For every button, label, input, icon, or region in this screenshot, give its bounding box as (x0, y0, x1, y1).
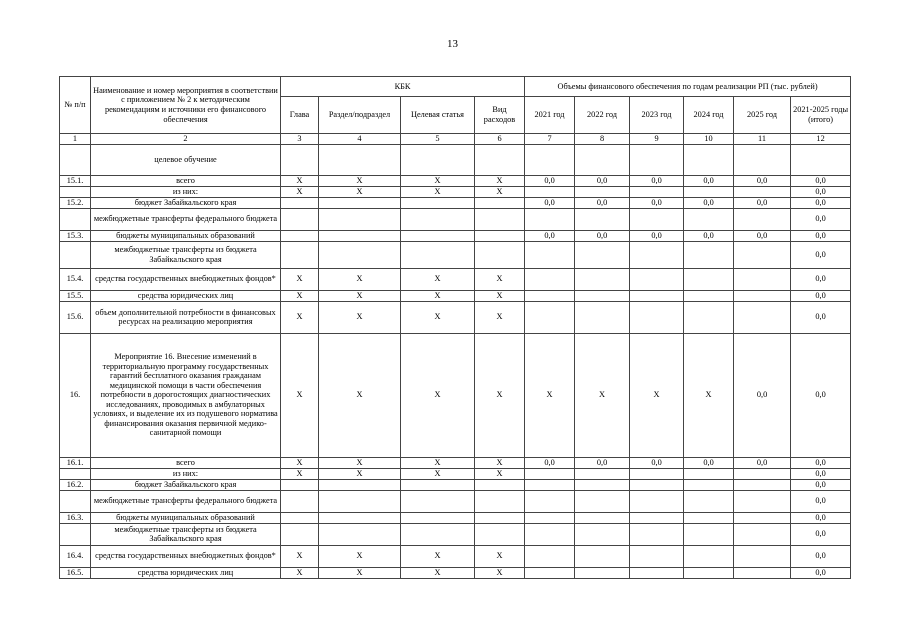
cell-expense-type: X (475, 468, 525, 479)
cell-section (319, 208, 401, 230)
row-number: 16. (60, 333, 91, 457)
cell-glava: X (281, 268, 319, 290)
cell-year-2022 (575, 479, 630, 490)
header-year-2024: 2024 год (684, 97, 734, 134)
cell-year-2023: X (630, 333, 684, 457)
cell-expense-type: X (475, 567, 525, 578)
cell-year-2024 (684, 241, 734, 268)
header-year-2023: 2023 год (630, 97, 684, 134)
cell-year-2024 (684, 490, 734, 512)
column-numbers-row (60, 134, 851, 145)
cell-section: X (319, 567, 401, 578)
cell-target-article: X (401, 333, 475, 457)
header-target-article: Целевая статья (401, 97, 475, 134)
cell-year-2023: 0,0 (630, 230, 684, 241)
table-row (60, 197, 851, 208)
cell-total: 0,0 (791, 290, 851, 301)
cell-target-article: X (401, 567, 475, 578)
row-name: из них: (91, 468, 281, 479)
row-number: 15.4. (60, 268, 91, 290)
cell-expense-type (475, 479, 525, 490)
table-row (60, 468, 851, 479)
cell-year-2022 (575, 186, 630, 197)
cell-year-2024 (684, 567, 734, 578)
cell-year-2025 (734, 290, 791, 301)
cell-section (319, 230, 401, 241)
row-name: межбюджетные трансферты федерального бюджета (91, 490, 281, 512)
cell-section: X (319, 457, 401, 468)
cell-section (319, 197, 401, 208)
header-section: Раздел/подраздел (319, 97, 401, 134)
cell-glava (281, 197, 319, 208)
row-name: целевое обучение (91, 144, 281, 175)
cell-section (319, 479, 401, 490)
cell-year-2021 (525, 301, 575, 333)
row-number: 16.4. (60, 545, 91, 567)
table-row (60, 523, 851, 545)
cell-year-2021 (525, 468, 575, 479)
cell-year-2022 (575, 241, 630, 268)
column-number: 7 (525, 134, 575, 145)
row-number: 16.1. (60, 457, 91, 468)
header-kbk: КБК (281, 77, 525, 97)
cell-year-2021: 0,0 (525, 175, 575, 186)
cell-year-2023 (630, 512, 684, 523)
column-number: 1 (60, 134, 91, 145)
row-number (60, 468, 91, 479)
cell-expense-type (475, 197, 525, 208)
cell-year-2021 (525, 144, 575, 175)
column-number: 8 (575, 134, 630, 145)
row-name: бюджеты муниципальных образований (91, 230, 281, 241)
row-number: 15.6. (60, 301, 91, 333)
cell-total: 0,0 (791, 512, 851, 523)
table-row (60, 175, 851, 186)
row-name: межбюджетные трансферты из бюджета Забайкальского края (91, 523, 281, 545)
cell-total: 0,0 (791, 333, 851, 457)
cell-year-2023: 0,0 (630, 197, 684, 208)
cell-total (791, 144, 851, 175)
row-name: средства государственных внебюджетных фондов* (91, 545, 281, 567)
cell-year-2025 (734, 268, 791, 290)
cell-glava (281, 230, 319, 241)
cell-year-2023: 0,0 (630, 457, 684, 468)
cell-total: 0,0 (791, 567, 851, 578)
cell-total: 0,0 (791, 186, 851, 197)
row-name: межбюджетные трансферты федерального бюджета (91, 208, 281, 230)
table-row (60, 144, 851, 175)
cell-total: 0,0 (791, 490, 851, 512)
row-number (60, 186, 91, 197)
cell-expense-type (475, 144, 525, 175)
row-name: из них: (91, 186, 281, 197)
cell-year-2021 (525, 545, 575, 567)
column-number: 5 (401, 134, 475, 145)
cell-year-2024 (684, 523, 734, 545)
cell-year-2023 (630, 208, 684, 230)
cell-year-2023 (630, 567, 684, 578)
cell-year-2021 (525, 479, 575, 490)
cell-target-article: X (401, 301, 475, 333)
cell-year-2025: 0,0 (734, 175, 791, 186)
cell-glava (281, 512, 319, 523)
cell-year-2022 (575, 512, 630, 523)
cell-expense-type: X (475, 175, 525, 186)
cell-year-2022: 0,0 (575, 175, 630, 186)
row-number (60, 523, 91, 545)
cell-year-2022 (575, 144, 630, 175)
cell-year-2024 (684, 268, 734, 290)
cell-year-2022 (575, 290, 630, 301)
row-name: бюджет Забайкальского края (91, 197, 281, 208)
cell-section: X (319, 468, 401, 479)
cell-expense-type (475, 512, 525, 523)
row-name: средства юридических лиц (91, 567, 281, 578)
cell-year-2024: 0,0 (684, 175, 734, 186)
cell-total: 0,0 (791, 268, 851, 290)
cell-year-2021 (525, 268, 575, 290)
cell-year-2021: 0,0 (525, 197, 575, 208)
cell-glava: X (281, 545, 319, 567)
cell-year-2021: X (525, 333, 575, 457)
cell-section: X (319, 301, 401, 333)
cell-section (319, 512, 401, 523)
header-financing-volumes: Объемы финансового обеспечения по годам реализации РП (тыс. рублей) (525, 77, 851, 97)
cell-glava: X (281, 468, 319, 479)
cell-year-2021 (525, 523, 575, 545)
cell-year-2022: 0,0 (575, 457, 630, 468)
table-row (60, 186, 851, 197)
cell-glava: X (281, 186, 319, 197)
cell-year-2021 (525, 567, 575, 578)
cell-year-2024 (684, 479, 734, 490)
row-name: бюджеты муниципальных образований (91, 512, 281, 523)
cell-year-2024: 0,0 (684, 457, 734, 468)
column-number: 11 (734, 134, 791, 145)
cell-glava (281, 479, 319, 490)
table-row (60, 268, 851, 290)
cell-year-2022: 0,0 (575, 230, 630, 241)
cell-expense-type (475, 208, 525, 230)
cell-target-article: X (401, 175, 475, 186)
cell-expense-type (475, 230, 525, 241)
cell-expense-type: X (475, 545, 525, 567)
cell-year-2025: 0,0 (734, 457, 791, 468)
cell-year-2021 (525, 241, 575, 268)
cell-year-2024 (684, 290, 734, 301)
table-row (60, 567, 851, 578)
header-number: № п/п (60, 77, 91, 134)
cell-year-2025 (734, 479, 791, 490)
cell-target-article: X (401, 457, 475, 468)
column-number: 4 (319, 134, 401, 145)
row-number (60, 490, 91, 512)
cell-year-2022 (575, 268, 630, 290)
cell-year-2024: X (684, 333, 734, 457)
cell-year-2023 (630, 241, 684, 268)
cell-target-article: X (401, 268, 475, 290)
cell-year-2025 (734, 301, 791, 333)
cell-total: 0,0 (791, 523, 851, 545)
cell-year-2023 (630, 479, 684, 490)
cell-year-2025 (734, 208, 791, 230)
cell-year-2023: 0,0 (630, 175, 684, 186)
cell-year-2023 (630, 290, 684, 301)
cell-year-2025 (734, 523, 791, 545)
cell-year-2023 (630, 301, 684, 333)
column-number: 9 (630, 134, 684, 145)
cell-year-2021: 0,0 (525, 230, 575, 241)
cell-year-2025 (734, 186, 791, 197)
cell-year-2021 (525, 186, 575, 197)
table-row (60, 241, 851, 268)
row-number: 16.5. (60, 567, 91, 578)
cell-target-article (401, 479, 475, 490)
column-number: 6 (475, 134, 525, 145)
row-number: 16.3. (60, 512, 91, 523)
cell-total: 0,0 (791, 175, 851, 186)
cell-total: 0,0 (791, 479, 851, 490)
table-row (60, 290, 851, 301)
cell-glava (281, 144, 319, 175)
cell-target-article (401, 197, 475, 208)
cell-year-2025 (734, 545, 791, 567)
cell-year-2021: 0,0 (525, 457, 575, 468)
header-total: 2021-2025 годы (итого) (791, 97, 851, 134)
cell-total: 0,0 (791, 208, 851, 230)
cell-year-2021 (525, 208, 575, 230)
cell-target-article (401, 144, 475, 175)
cell-year-2025: 0,0 (734, 197, 791, 208)
cell-total: 0,0 (791, 301, 851, 333)
row-name: всего (91, 457, 281, 468)
cell-year-2024: 0,0 (684, 197, 734, 208)
cell-year-2025 (734, 144, 791, 175)
row-number: 15.3. (60, 230, 91, 241)
table-row (60, 230, 851, 241)
cell-section: X (319, 175, 401, 186)
cell-glava (281, 241, 319, 268)
table-row (60, 512, 851, 523)
cell-target-article (401, 523, 475, 545)
page-number: 13 (447, 38, 458, 50)
cell-expense-type: X (475, 290, 525, 301)
header-event-name: Наименование и номер мероприятия в соответствии с приложением № 2 к методическим рекомендациям и источники его финансового обеспечения (91, 77, 281, 134)
column-number: 3 (281, 134, 319, 145)
table-row (60, 457, 851, 468)
header-year-2025: 2025 год (734, 97, 791, 134)
cell-total: 0,0 (791, 230, 851, 241)
cell-expense-type (475, 523, 525, 545)
cell-glava (281, 208, 319, 230)
cell-year-2023 (630, 144, 684, 175)
cell-section (319, 490, 401, 512)
row-name: Мероприятие 16. Внесение изменений в территориальную программу государственных гарантий бесплатного оказания гражданам медицинской помощи в части обеспечения потребности в дорогостоящих диагностических исследованиях, проводимых в амбулаторных условиях, и выделение их из подушевого норматива финансирования оказания первичной медико-санитарной помощи (91, 333, 281, 457)
cell-year-2023 (630, 545, 684, 567)
row-number: 16.2. (60, 479, 91, 490)
row-name: средства государственных внебюджетных фондов* (91, 268, 281, 290)
cell-expense-type: X (475, 333, 525, 457)
cell-year-2024 (684, 468, 734, 479)
header-year-2022: 2022 год (575, 97, 630, 134)
column-number: 12 (791, 134, 851, 145)
cell-year-2024: 0,0 (684, 230, 734, 241)
row-name: межбюджетные трансферты из бюджета Забайкальского края (91, 241, 281, 268)
cell-target-article (401, 512, 475, 523)
table-body (60, 144, 851, 578)
row-number (60, 241, 91, 268)
cell-year-2025 (734, 512, 791, 523)
cell-target-article (401, 490, 475, 512)
cell-target-article: X (401, 545, 475, 567)
cell-section: X (319, 186, 401, 197)
row-number (60, 144, 91, 175)
row-number: 15.2. (60, 197, 91, 208)
row-number (60, 208, 91, 230)
cell-year-2021 (525, 490, 575, 512)
cell-section (319, 144, 401, 175)
cell-expense-type: X (475, 268, 525, 290)
header-year-2021: 2021 год (525, 97, 575, 134)
cell-glava (281, 490, 319, 512)
table-row (60, 479, 851, 490)
row-number: 15.5. (60, 290, 91, 301)
cell-year-2022: X (575, 333, 630, 457)
row-name: бюджет Забайкальского края (91, 479, 281, 490)
cell-expense-type: X (475, 186, 525, 197)
cell-year-2025: 0,0 (734, 333, 791, 457)
cell-section: X (319, 290, 401, 301)
header-glava: Глава (281, 97, 319, 134)
table-row (60, 208, 851, 230)
cell-section (319, 241, 401, 268)
cell-target-article: X (401, 468, 475, 479)
cell-year-2024 (684, 186, 734, 197)
table-row (60, 333, 851, 457)
cell-year-2022 (575, 523, 630, 545)
cell-target-article (401, 208, 475, 230)
cell-year-2025 (734, 468, 791, 479)
cell-glava: X (281, 333, 319, 457)
row-name: всего (91, 175, 281, 186)
cell-total: 0,0 (791, 197, 851, 208)
cell-year-2024 (684, 512, 734, 523)
cell-glava: X (281, 290, 319, 301)
cell-total: 0,0 (791, 457, 851, 468)
cell-year-2025 (734, 241, 791, 268)
row-name: объем дополнительной потребности в финансовых ресурсах на реализацию мероприятия (91, 301, 281, 333)
column-number: 2 (91, 134, 281, 145)
row-number: 15.1. (60, 175, 91, 186)
cell-year-2024 (684, 208, 734, 230)
cell-year-2024 (684, 545, 734, 567)
column-number: 10 (684, 134, 734, 145)
cell-year-2022 (575, 208, 630, 230)
cell-total: 0,0 (791, 468, 851, 479)
cell-section (319, 523, 401, 545)
cell-year-2025: 0,0 (734, 230, 791, 241)
table-row (60, 545, 851, 567)
cell-total: 0,0 (791, 545, 851, 567)
cell-expense-type: X (475, 301, 525, 333)
header-expense-type: Вид расходов (475, 97, 525, 134)
cell-total: 0,0 (791, 241, 851, 268)
cell-expense-type (475, 490, 525, 512)
cell-year-2021 (525, 512, 575, 523)
table-row (60, 301, 851, 333)
cell-glava: X (281, 301, 319, 333)
cell-glava (281, 523, 319, 545)
cell-expense-type: X (475, 457, 525, 468)
cell-year-2024 (684, 144, 734, 175)
cell-target-article: X (401, 186, 475, 197)
cell-target-article: X (401, 290, 475, 301)
cell-section: X (319, 545, 401, 567)
cell-section: X (319, 268, 401, 290)
cell-year-2025 (734, 567, 791, 578)
cell-year-2021 (525, 290, 575, 301)
cell-year-2022 (575, 301, 630, 333)
cell-section: X (319, 333, 401, 457)
cell-year-2023 (630, 468, 684, 479)
cell-year-2023 (630, 490, 684, 512)
cell-year-2022: 0,0 (575, 197, 630, 208)
cell-expense-type (475, 241, 525, 268)
cell-target-article (401, 230, 475, 241)
cell-year-2022 (575, 567, 630, 578)
row-name: средства юридических лиц (91, 290, 281, 301)
cell-glava: X (281, 567, 319, 578)
cell-year-2023 (630, 186, 684, 197)
cell-glava: X (281, 175, 319, 186)
cell-year-2023 (630, 268, 684, 290)
cell-year-2022 (575, 468, 630, 479)
cell-year-2024 (684, 301, 734, 333)
cell-year-2022 (575, 490, 630, 512)
cell-glava: X (281, 457, 319, 468)
cell-year-2023 (630, 523, 684, 545)
cell-year-2025 (734, 490, 791, 512)
financing-table (59, 76, 851, 579)
cell-target-article (401, 241, 475, 268)
cell-year-2022 (575, 545, 630, 567)
table-row (60, 490, 851, 512)
